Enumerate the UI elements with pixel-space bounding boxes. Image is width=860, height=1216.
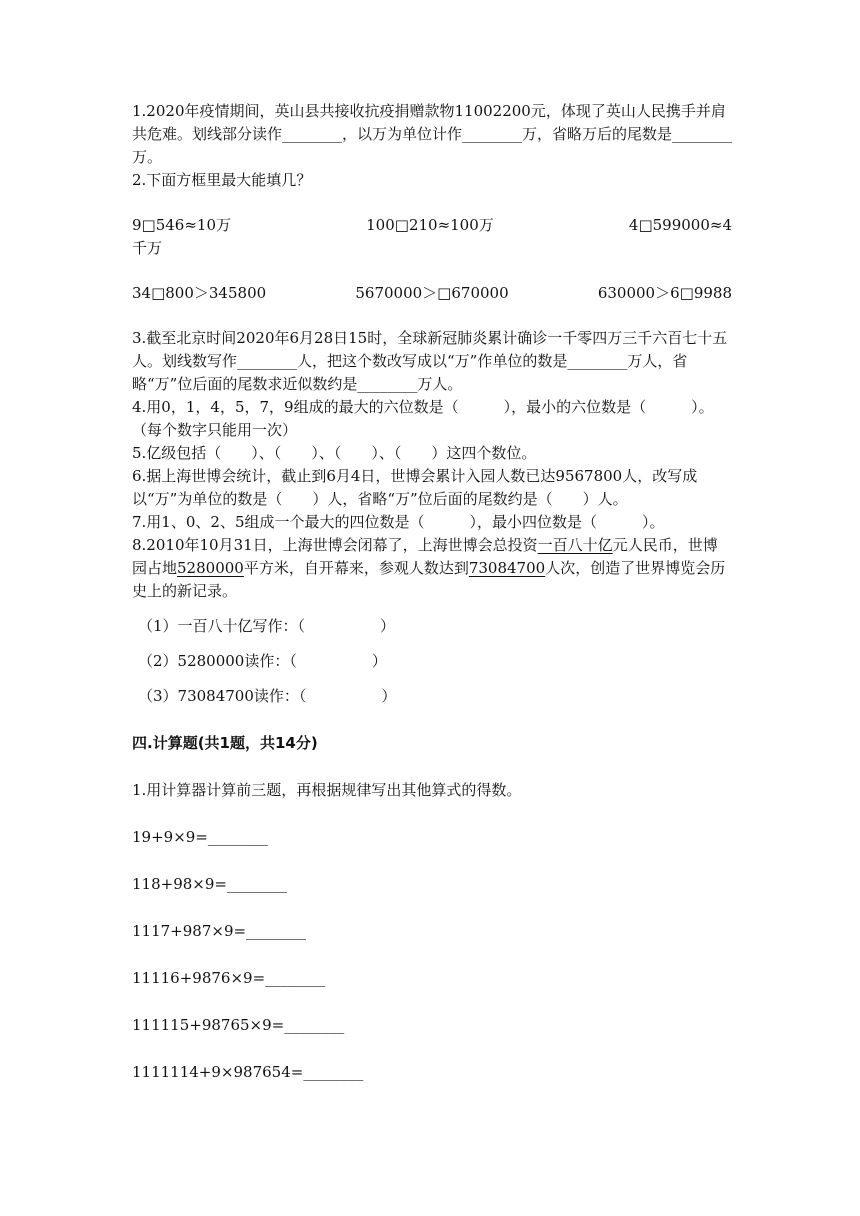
question-2-item: 5670000＞□670000 <box>355 284 509 302</box>
underlined-visitors: 73084700 <box>468 559 546 577</box>
underlined-amount: 一百八十亿 <box>537 536 613 554</box>
worksheet-page <box>132 100 732 1084</box>
underlined-area: 5280000 <box>177 559 244 577</box>
question-5: 5.亿级包括（ ）、（ ）、（ ）、（ ）这四个数位。 <box>132 444 537 462</box>
question-2-row-1 <box>132 214 732 237</box>
question-8-text: 8.2010年10月31日，上海世博会闭幕了，上海世博会总投资 <box>132 536 538 554</box>
question-8-sub-2: （2）5280000读作：（ ） <box>138 652 387 670</box>
question-7: 7.用1、0、2、5组成一个最大的四位数是（ ），最小四位数是（ ）。 <box>132 513 665 531</box>
question-8-text: 元人民币，世博园占地 <box>132 536 718 577</box>
question-8-sub-3: （3）73084700读作：（ ） <box>138 687 397 705</box>
question-2-item: 630000＞6□9988 <box>597 284 732 302</box>
question-2-row-1-continued: 千万 <box>132 239 163 257</box>
calc-item: 118+98×9=________ <box>132 875 287 893</box>
question-3: 3.截至北京时间2020年6月28日15时，全球新冠肺炎累计确诊一千零四万三千六百七十五人。划线数写作________人，把这个数改写成以“万”作单位的数是________万人，省略“万”位后面的尾数求近似数约是________万人。 <box>132 329 728 393</box>
calc-item: 11116+9876×9=________ <box>132 969 326 987</box>
calc-item: 1111114+9×987654=________ <box>132 1063 364 1081</box>
calc-item: 111115+98765×9=________ <box>132 1016 345 1034</box>
question-2-row-2 <box>132 282 732 305</box>
question-6: 6.据上海世博会统计，截止到6月4日，世博会累计入园人数已达9567800人，改写成以“万”为单位的数是（ ）人，省略“万”位后面的尾数约是（ ）人。 <box>132 467 698 508</box>
question-2-item: 34□800＞345800 <box>132 284 267 302</box>
calc-question: 1.用计算器计算前三题，再根据规律写出其他算式的得数。 <box>132 781 522 799</box>
question-2-item: 100□210≈100万 <box>366 216 494 234</box>
section-heading: 四.计算题(共1题，共14分) <box>132 734 318 752</box>
question-8-text: 人次，创造了世界博览会历史上的新记录。 <box>132 559 726 600</box>
question-2-title: 2.下面方框里最大能填几？ <box>132 171 312 189</box>
calc-item: 1117+987×9=________ <box>132 922 307 940</box>
question-8-sub-1: （1）一百八十亿写作：（ ） <box>138 617 396 635</box>
question-8-text: 平方米，自开幕来，参观人数达到 <box>243 559 469 577</box>
question-8 <box>132 534 732 603</box>
question-1: 1.2020年疫情期间，英山县共接收抗疫捐赠款物11002200元，体现了英山人民携手并肩共危难。划线部分读作________，以万为单位计作________万，省略万后的尾数是________万。 <box>132 102 733 166</box>
question-4: 4.用0，1，4，5，7，9组成的最大的六位数是（ ），最小的六位数是（ ）。（每个数字只能用一次） <box>132 398 714 439</box>
question-2-item: 4□599000≈4 <box>628 216 732 234</box>
question-2-item: 9□546≈10万 <box>132 216 232 234</box>
calc-item: 19+9×9=________ <box>132 828 268 846</box>
